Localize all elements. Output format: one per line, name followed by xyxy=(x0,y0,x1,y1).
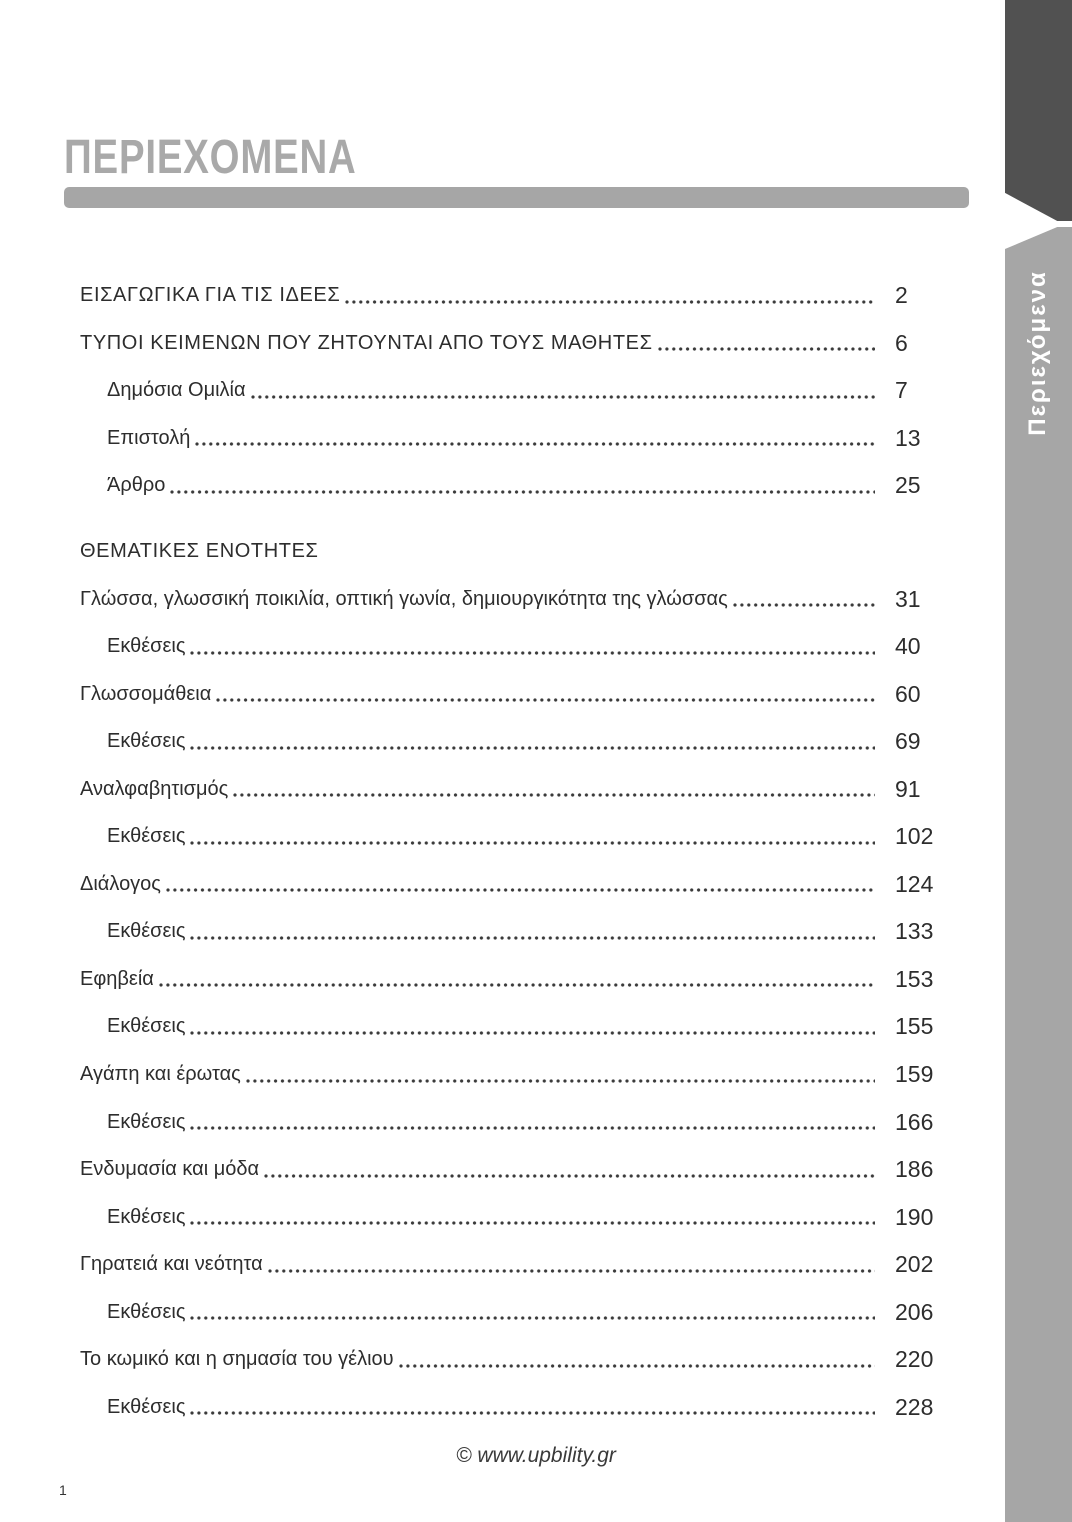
toc-section-heading xyxy=(80,528,940,576)
toc-row xyxy=(80,1384,940,1432)
toc-row xyxy=(80,1051,940,1099)
toc-row xyxy=(80,1193,940,1241)
toc-row xyxy=(80,861,940,909)
toc-row xyxy=(80,718,940,766)
dot-leader xyxy=(170,490,875,494)
toc-row xyxy=(80,272,940,320)
toc-page-number[interactable]: 7 xyxy=(895,377,908,404)
toc-row xyxy=(80,1098,940,1146)
toc-entry-label[interactable]: Το κωμικό και η σημασία του γέλιου xyxy=(80,1348,394,1371)
footer-credit: © www.upbility.gr xyxy=(456,1444,616,1467)
toc-page-number[interactable]: 124 xyxy=(895,870,934,897)
toc-page-number[interactable]: 60 xyxy=(895,680,921,707)
toc-page-number[interactable]: 133 xyxy=(895,918,934,945)
bookmark-rail xyxy=(1005,0,1072,1522)
dot-leader xyxy=(251,395,875,399)
toc-entry-label[interactable]: Αγάπη και έρωτας xyxy=(80,1063,241,1086)
page-title: ΠΕΡΙΕΧΟΜΕΝΑ xyxy=(64,131,357,184)
toc-row xyxy=(80,908,940,956)
dot-leader xyxy=(190,1031,875,1035)
toc-entry-label[interactable]: Εκθέσεις xyxy=(107,1015,186,1038)
toc-page-number[interactable]: 2 xyxy=(895,282,908,309)
toc-row xyxy=(80,1003,940,1051)
toc-row xyxy=(80,1288,940,1336)
dot-leader xyxy=(399,1364,875,1368)
toc-entry-label[interactable]: ΕΙΣΑΓΩΓΙΚΑ ΓΙΑ ΤΙΣ ΙΔΕΕΣ xyxy=(80,284,341,307)
toc-entry-label[interactable]: ΤΥΠΟΙ ΚΕΙΜΕΝΩΝ ΠΟΥ ΖΗΤΟΥΝΤΑΙ ΑΠΟ ΤΟΥΣ ΜΑΘΗΤΕΣ xyxy=(80,331,653,354)
toc-page-number[interactable]: 153 xyxy=(895,965,934,992)
toc-entry-label[interactable]: Εκθέσεις xyxy=(107,1300,186,1323)
dot-leader xyxy=(159,983,875,987)
toc-row xyxy=(80,670,940,718)
toc-row xyxy=(80,415,940,463)
toc-page-number[interactable]: 202 xyxy=(895,1251,934,1278)
toc-page-number[interactable]: 91 xyxy=(895,775,921,802)
bookmark-gray-shape xyxy=(1005,0,1072,1522)
toc-entry-label[interactable]: Άρθρο xyxy=(107,474,166,497)
dot-leader xyxy=(190,1126,875,1130)
dot-leader xyxy=(190,841,875,845)
toc-page-number[interactable]: 102 xyxy=(895,823,934,850)
toc-entry-label[interactable]: Εκθέσεις xyxy=(107,1205,186,1228)
bookmark-tab-label[interactable]: Περιεχόμενα xyxy=(1024,270,1051,436)
dot-leader xyxy=(233,793,875,797)
dot-leader xyxy=(246,1079,875,1083)
bookmark-dark-shape xyxy=(1005,0,1072,221)
toc-page-number[interactable]: 186 xyxy=(895,1156,934,1183)
toc-entry-label[interactable]: Εκθέσεις xyxy=(107,1110,186,1133)
toc-entry-label: ΘΕΜΑΤΙΚΕΣ ΕΝΟΤΗΤΕΣ xyxy=(80,540,319,562)
toc-page-number[interactable]: 190 xyxy=(895,1203,934,1230)
toc-page-number[interactable]: 228 xyxy=(895,1393,934,1420)
toc-row xyxy=(80,320,940,368)
page-number: 1 xyxy=(59,1482,67,1498)
toc-page-number[interactable]: 6 xyxy=(895,329,908,356)
toc-page-number[interactable]: 31 xyxy=(895,585,921,612)
dot-leader xyxy=(190,1316,875,1320)
toc-row xyxy=(80,956,940,1004)
toc-entry-label[interactable]: Εκθέσεις xyxy=(107,730,186,753)
toc-entry-label[interactable]: Εκθέσεις xyxy=(107,920,186,943)
dot-leader xyxy=(190,1221,875,1225)
dot-leader xyxy=(195,442,875,446)
toc-page-number[interactable]: 69 xyxy=(895,728,921,755)
toc-entry-label[interactable]: Εκθέσεις xyxy=(107,635,186,658)
dot-leader xyxy=(190,1411,875,1415)
toc-entry-label[interactable]: Εκθέσεις xyxy=(107,1395,186,1418)
toc-page-number[interactable]: 159 xyxy=(895,1061,934,1088)
toc-entry-label[interactable]: Γλώσσα, γλωσσική ποικιλία, οπτική γωνία, δημιουργικότητα της γλώσσας xyxy=(80,587,728,610)
toc-row xyxy=(80,1336,940,1384)
dot-leader xyxy=(190,651,875,655)
toc-list xyxy=(80,272,940,1431)
toc-row xyxy=(80,1146,940,1194)
dot-leader xyxy=(733,603,875,607)
toc-row xyxy=(80,765,940,813)
toc-page-number[interactable]: 166 xyxy=(895,1108,934,1135)
toc-page-number[interactable]: 13 xyxy=(895,424,921,451)
dot-leader xyxy=(190,936,875,940)
toc-entry-label[interactable]: Αναλφαβητισμός xyxy=(80,777,229,800)
toc-page-number[interactable]: 206 xyxy=(895,1298,934,1325)
toc-entry-label[interactable]: Γηρατειά και νεότητα xyxy=(80,1253,263,1276)
toc-entry-label[interactable]: Δημόσια Ομιλία xyxy=(107,379,246,402)
dot-leader xyxy=(345,300,875,304)
toc-entry-label[interactable]: Εφηβεία xyxy=(80,967,154,990)
toc-page-number[interactable]: 40 xyxy=(895,633,921,660)
dot-leader xyxy=(166,888,875,892)
dot-leader xyxy=(268,1269,875,1273)
toc-row xyxy=(80,462,940,510)
toc-entry-label[interactable]: Επιστολή xyxy=(107,426,191,449)
dot-leader xyxy=(264,1174,875,1178)
dot-leader xyxy=(216,698,875,702)
toc-row xyxy=(80,813,940,861)
toc-entry-label[interactable]: Διάλογος xyxy=(80,872,161,895)
toc-page-number[interactable]: 220 xyxy=(895,1346,934,1373)
dot-leader xyxy=(658,347,875,351)
title-underline-bar xyxy=(64,187,969,208)
toc-entry-label[interactable]: Γλωσσομάθεια xyxy=(80,682,212,705)
toc-entry-label[interactable]: Εκθέσεις xyxy=(107,825,186,848)
toc-row xyxy=(80,367,940,415)
dot-leader xyxy=(190,746,875,750)
toc-page-number[interactable]: 155 xyxy=(895,1013,934,1040)
toc-page-number[interactable]: 25 xyxy=(895,472,921,499)
toc-row xyxy=(80,623,940,671)
toc-row xyxy=(80,575,940,623)
toc-row xyxy=(80,1241,940,1289)
toc-entry-label[interactable]: Ενδυμασία και μόδα xyxy=(80,1158,260,1181)
